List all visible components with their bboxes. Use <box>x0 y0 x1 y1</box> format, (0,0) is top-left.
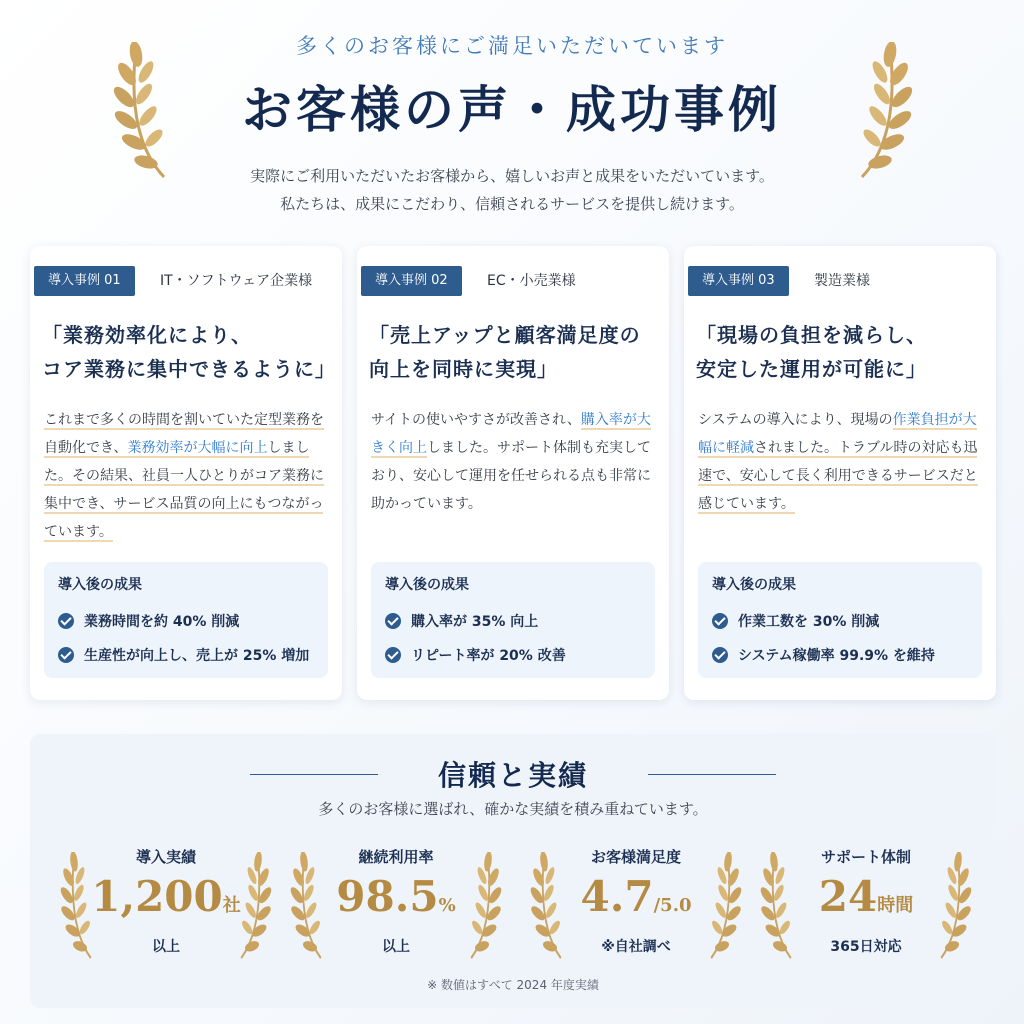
case-industry: EC・小売業様 <box>487 273 576 289</box>
stat-number: 1,200 <box>91 872 223 921</box>
case-study-card <box>684 246 996 700</box>
footnote: ※ 数値はすべて 2024 年度実績 <box>427 978 599 992</box>
page-title: お客様の声・成功事例 <box>242 80 782 139</box>
case-study-card <box>357 246 669 700</box>
case-industry: 製造業様 <box>814 273 870 289</box>
check-circle-icon <box>58 647 74 663</box>
case-body <box>371 406 659 518</box>
case-body-text: トラブル時の対応も迅速で、安心して長く利用できるサービスだと感じています。 <box>698 440 978 512</box>
result-item <box>58 638 314 672</box>
result-item <box>385 604 641 638</box>
case-study-cards <box>30 246 996 700</box>
case-body-text: これまで多くの時間を割いていた定型業務を自動化でき、 <box>44 412 324 456</box>
stat-value <box>286 872 506 921</box>
stat-unit: /5.0 <box>653 895 692 916</box>
case-study-card <box>30 246 342 700</box>
case-body-text: されました。 <box>754 440 838 456</box>
stat-label: 継続利用率 <box>358 848 434 866</box>
check-circle-icon <box>712 647 728 663</box>
hero-description-line: 実際にご利用いただいたお客様から、嬉しいお声と成果をいただいています。 <box>250 167 774 185</box>
stat-item <box>286 838 506 968</box>
case-tag: 導入事例 02 <box>361 266 462 296</box>
result-text: 業務時間を約 40% 削減 <box>84 614 240 630</box>
stat-value <box>56 872 276 921</box>
stat-number: 98.5 <box>336 872 439 921</box>
stat-number: 24 <box>818 872 878 921</box>
stat-note: 365日対応 <box>830 939 902 955</box>
stat-unit: 社 <box>222 895 241 916</box>
trust-title: 信頼と実績 <box>437 759 588 792</box>
check-circle-icon <box>385 647 401 663</box>
hero-description-line: 私たちは、成果にこだわり、信頼されるサービスを提供し続けます。 <box>280 195 744 213</box>
case-quote: 「業務効率化により、 コア業務に集中できるように」 <box>42 323 336 381</box>
case-body-text: しました。 <box>427 440 497 456</box>
stat-value <box>756 872 976 921</box>
results-title: 導入後の成果 <box>58 577 142 593</box>
stat-note: ※自社調べ <box>601 939 671 955</box>
result-text: 作業工数を 30% 削減 <box>738 614 880 630</box>
stat-item <box>56 838 276 968</box>
hero-description <box>0 162 1024 218</box>
case-body-highlight: 購入率が大きく向上 <box>371 412 651 456</box>
case-results <box>371 562 655 678</box>
check-circle-icon <box>58 613 74 629</box>
case-body-highlight: 作業負担が大幅に軽減 <box>698 412 977 456</box>
check-circle-icon <box>712 613 728 629</box>
stat-unit: % <box>438 895 456 916</box>
results-title: 導入後の成果 <box>712 577 796 593</box>
result-item <box>58 604 314 638</box>
stat-note: 以上 <box>382 939 410 955</box>
stat-number: 4.7 <box>580 872 654 921</box>
hero-section <box>0 0 1024 230</box>
result-text: 購入率が 35% 向上 <box>411 614 539 630</box>
case-industry: IT・ソフトウェア企業様 <box>160 273 313 289</box>
case-body <box>44 406 332 546</box>
case-body-text: しました。 <box>44 440 310 484</box>
case-body-text: サイトの使いやすさが改善され、 <box>371 412 581 428</box>
result-item <box>712 638 968 672</box>
case-body-highlight: 業務効率が大幅に向上 <box>127 440 268 456</box>
results-title: 導入後の成果 <box>385 577 469 593</box>
case-body-text: サポート体制も充実しており、安心して運用を任せられる点も非常に助かっています。 <box>371 440 651 512</box>
result-text: システム稼働率 99.9% を維持 <box>738 648 935 664</box>
stat-label: 導入実績 <box>135 848 196 866</box>
stat-item <box>526 838 746 968</box>
result-text: 生産性が向上し、売上が 25% 増加 <box>84 648 310 664</box>
stat-value <box>526 872 746 921</box>
result-text: リピート率が 20% 改善 <box>411 648 566 664</box>
stat-label: サポート体制 <box>820 848 911 866</box>
stat-unit: 時間 <box>877 895 914 916</box>
result-item <box>385 638 641 672</box>
trust-section <box>30 734 996 1008</box>
case-quote: 「現場の負担を減らし、 安定した運用が可能に」 <box>696 323 927 381</box>
trust-subtitle: 多くのお客様に選ばれ、確かな実績を積み重ねています。 <box>318 800 708 818</box>
stat-item <box>756 838 976 968</box>
hero-eyebrow: 多くのお客様にご満足いただいています <box>296 34 728 58</box>
result-item <box>712 604 968 638</box>
case-tag: 導入事例 01 <box>34 266 135 296</box>
case-body <box>698 406 986 518</box>
case-results <box>698 562 982 678</box>
case-body-text: システムの導入により、現場の <box>698 412 893 428</box>
case-results <box>44 562 328 678</box>
stat-label: お客様満足度 <box>590 848 681 866</box>
case-tag: 導入事例 03 <box>688 266 789 296</box>
case-body-text: その結果、社員一人ひとりがコア業務に集中でき、サービス品質の向上にもつながっています。 <box>44 468 324 540</box>
stat-note: 以上 <box>152 939 180 955</box>
check-circle-icon <box>385 613 401 629</box>
case-quote: 「売上アップと顧客満足度の 向上を同時に実現」 <box>369 323 641 381</box>
